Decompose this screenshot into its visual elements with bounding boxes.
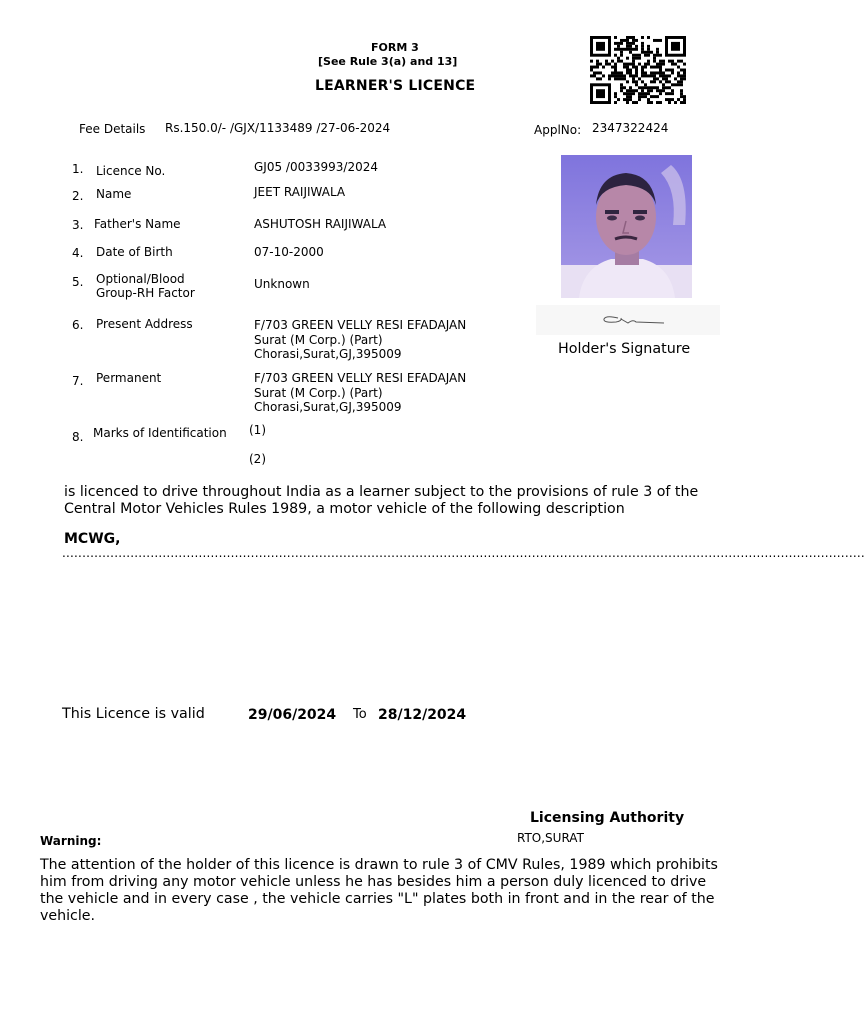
address-line: F/703 GREEN VELLY RESI EFADAJAN [254, 318, 467, 332]
dotted-line: ........................................................................................................................................................................................................ [62, 546, 865, 560]
field-label-fathers-name: Father's Name [94, 217, 181, 231]
licence-number: GJ05 /0033993/2024 [254, 160, 378, 174]
identification-mark-1: (1) [249, 423, 266, 437]
valid-to-date: 28/12/2024 [378, 707, 467, 723]
rule-reference: [See Rule 3(a) and 13] [318, 55, 458, 68]
warning-text: The attention of the holder of this licence is drawn to rule 3 of CMV Rules, 1989 which prohibits him from driving any motor vehicle unless he has besides him a person duly licenced to drive the vehicle and in every case , the vehicle carries "L" plates both in front and in the rear of the vehicle. [40, 857, 718, 924]
fathers-name: ASHUTOSH RAIJIWALA [254, 217, 387, 231]
field-number: 4. [72, 246, 84, 260]
address-line: Surat (M Corp.) (Part) [254, 385, 383, 400]
field-label-dob: Date of Birth [96, 245, 173, 259]
field-number: 3. [72, 218, 84, 232]
holder-photo [561, 155, 692, 298]
address-line: F/703 GREEN VELLY RESI EFADAJAN [254, 371, 467, 385]
signature-box [536, 305, 720, 335]
valid-from-date: 29/06/2024 [248, 707, 337, 723]
appl-value: 2347322424 [592, 121, 669, 135]
qr-code [590, 36, 686, 104]
field-label-present-address: Present Address [96, 317, 193, 331]
fee-label: Fee Details [79, 122, 146, 136]
rto-office: RTO,SURAT [517, 831, 584, 845]
field-number: 2. [72, 189, 84, 203]
field-label-blood-group-line2: Group-RH Factor [96, 286, 195, 300]
address-line: Chorasi,Surat,GJ,395009 [254, 400, 402, 414]
appl-label: ApplNo: [534, 123, 582, 137]
address-line: Chorasi,Surat,GJ,395009 [254, 347, 402, 361]
field-label-licence-no: Licence No. [96, 164, 166, 178]
field-number: 8. [72, 430, 84, 444]
present-address [254, 318, 466, 362]
identification-mark-2: (2) [249, 452, 266, 466]
licence-statement: is licenced to drive throughout India as a learner subject to the provisions of rule 3 of the Central Motor Vehicles Rules 1989, a motor vehicle of the following description [64, 484, 699, 517]
field-label-name: Name [96, 187, 132, 201]
validity-to-label: To [353, 707, 367, 722]
blood-group: Unknown [254, 277, 310, 291]
field-number: 1. [72, 162, 84, 176]
permanent-address [254, 371, 466, 415]
field-label-blood-group-line1: Optional/Blood [96, 272, 185, 286]
signature-image [536, 305, 720, 335]
holder-name: JEET RAIJIWALA [254, 185, 346, 199]
address-line: Surat (M Corp.) (Part) [254, 332, 383, 347]
field-number: 5. [72, 275, 84, 289]
field-number: 7. [72, 374, 84, 388]
warning-label: Warning: [40, 834, 102, 848]
vehicle-class: MCWG, [64, 531, 121, 547]
document-title: LEARNER'S LICENCE [315, 78, 476, 94]
field-label-permanent-address: Permanent [96, 371, 162, 385]
fee-value: Rs.150.0/- /GJX/1133489 /27-06-2024 [165, 121, 391, 135]
field-label-marks: Marks of Identification [93, 426, 227, 440]
field-number: 6. [72, 318, 84, 332]
holder-signature-label: Holder's Signature [558, 341, 691, 357]
validity-label: This Licence is valid [62, 706, 205, 722]
date-of-birth: 07-10-2000 [254, 245, 324, 259]
licensing-authority-title: Licensing Authority [530, 810, 685, 826]
form-number: FORM 3 [371, 41, 419, 54]
